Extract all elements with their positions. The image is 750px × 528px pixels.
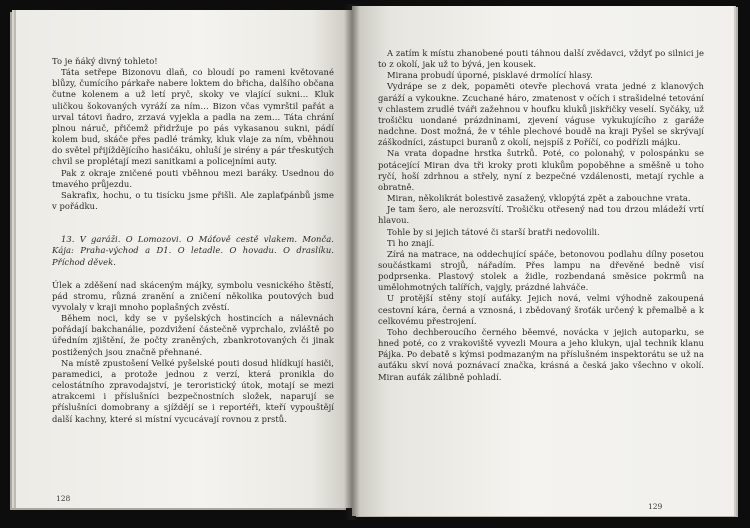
paragraph: Pak z okraje zničené pouti vběhnou mezi baráky. Usednou do tmavého průjezdu.: [52, 167, 334, 189]
paragraph: Během noci, kdy se v pyšelských hostincích a nálevnách pořádají bakchanálie, pozdvižení částečně vyprchalo, zvláště po úředním zjištění, že počty zraněných, zbankrotovaných či jinak postižených jsou značně přehnané.: [52, 313, 334, 357]
right-page-text: [378, 48, 704, 383]
paragraph: To je ňáký divný tohleto!: [52, 56, 158, 66]
chapter-heading: 13. V garáži. O Lomozovi. O Máťově cestě vlakem. Monča. Kája: Praha-východ a D1. O letadle. O hovadu. O draslíku. Příchod děvek.: [52, 234, 334, 267]
paragraph: Sakrafix, hochu, o tu tisícku jsme přišli. Ale zaplaťpánbů jsme v pořádku.: [52, 189, 334, 212]
paragraph: Na vrata dopadne hrstka šutrků. Poté, co polonahý, v polospánku se potácející Miran dva tři kroky proti klukům popoběhne a směšně u toho ryčí, hoší zdrhnou a střely, nyní z bezpečné vzdálenosti, metají rychle a obratně.: [378, 148, 704, 192]
paragraph: Miran, několikrát bolestivě zasažený, vklopýtá zpět a zabouchne vrata.: [387, 193, 691, 204]
book-gutter: [344, 4, 360, 520]
right-page: [352, 6, 734, 516]
page-number: 128: [56, 494, 71, 503]
paragraph: Na místě zpustošení Velké pyšelské pouti dosud hlídkují hasiči, paramedici, a protože jednou z verzí, která pronikla do celostátního zpravodajství, je teroristický útok, motají se mezi atrakcemi i příslušníci bezpečnostních složek, naparují se příslušníci domobrany a sjíždějí se i reportéři, kteří vypouštějí další kachny, které si místní vycucávají rovnou z prstů.: [52, 357, 334, 424]
paragraph: Zírá na matrace, na oddechující spáče, betonovou podlahu dílny posetou součástkami strojů, nářadím. Přes lampu na dřevěné bedně visí podprsenka. Plastový stolek a židle, rozbendaná směsice pokrmů na umělohmotných talířích, vajgly, prázdné lahváče.: [378, 248, 704, 293]
left-page-text: [52, 56, 334, 425]
paragraph: Vydrápe se z dek, popaměti otevře plechová vrata jedné z klanových garáží a vykoukne. Zcuchané háro, zmatenost v očích i strašidelné tetování v chlastem zrudlé tváři zažehnou v houfku kluků jiskřičky veselí. Syčáky, už trošičku uondané prázdninami, zjevení váguse vykukujícího z garáže nadchne. Dost možná, že v téhle plechové boudě na kraji Pyšel se skrývají záškodníci, zástupci buranů z okolí, nejspíš z Poříčí, co podřízli májku.: [378, 81, 704, 148]
paragraph: Táta setřepe Bizonovu dlaň, co bloudí po rameni květované blůzy, čumícího párkaře nabere loktem do břicha, dalšího občana čutne kolenem a už letí pryč, skoky ve vlající sukni… Kluk uličkou šokovaných vyráží za ním… Bizon včas vymrštil pařát a urval tátovi ňadro, zrzavá vyjekla a padla na zem… Táta chrání plnou náruč, přičemž přidržuje po pás vykasanou sukni, pádí kolem bud, skáče přes padlé trámky, kluk vlaje za ním, vběhnou do světel přijíždějícího hasičáku, ohluší je sirény a pár třeskutých chvil se proplétají mezi sanitkami a policejními auty.: [52, 67, 334, 167]
left-page: [16, 10, 352, 508]
page-number: 129: [648, 502, 663, 511]
paragraph: A zatím k místu zhanobené pouti táhnou další zvědavci, vždyť po silnici je to z okolí, jak už to bývá, jen kousek.: [378, 48, 704, 70]
paragraph: Je tam šero, ale nerozsvítí. Trošičku otřesený nad tou drzou mládeží vrtí hlavou.: [378, 204, 704, 226]
paragraph: Tohle by si jejich tátové či starší bratři nedovolili.: [387, 226, 600, 237]
paragraph: Ti ho znají.: [387, 237, 435, 248]
paragraph: Úlek a zděšení nad skáceným májky, symbolu vesnického štěstí, pád stromu, různá zranění a zničení několika poutových bud vyvolaly v kraji mnoho poplašných zvěstí.: [52, 279, 334, 312]
paragraph: Mirana probudí úporné, pisklavé drmolící hlasy.: [387, 70, 593, 81]
paragraph: U protější stěny stojí auťáky. Jejich nová, velmi výhodně zakoupená cestovní kára, černá a vznosná, i zbědovaný šroťák určený k přemalbě a k celkovému přestrojení.: [378, 293, 704, 326]
paragraph: Toho dechberoucího černého běemvé, novácka v jejich autoparku, se hned poté, co z vrakoviště vyvezli Moura a jeho klukyn, ujal technik klanu Pájka. Po debatě s kýmsi podmazaným na příslušném inspektorátu se už na auťáku skví nová poznávací značka, krásná a česká jako všechno v okolí. Miran auťák zálibně pohladí.: [378, 326, 704, 382]
